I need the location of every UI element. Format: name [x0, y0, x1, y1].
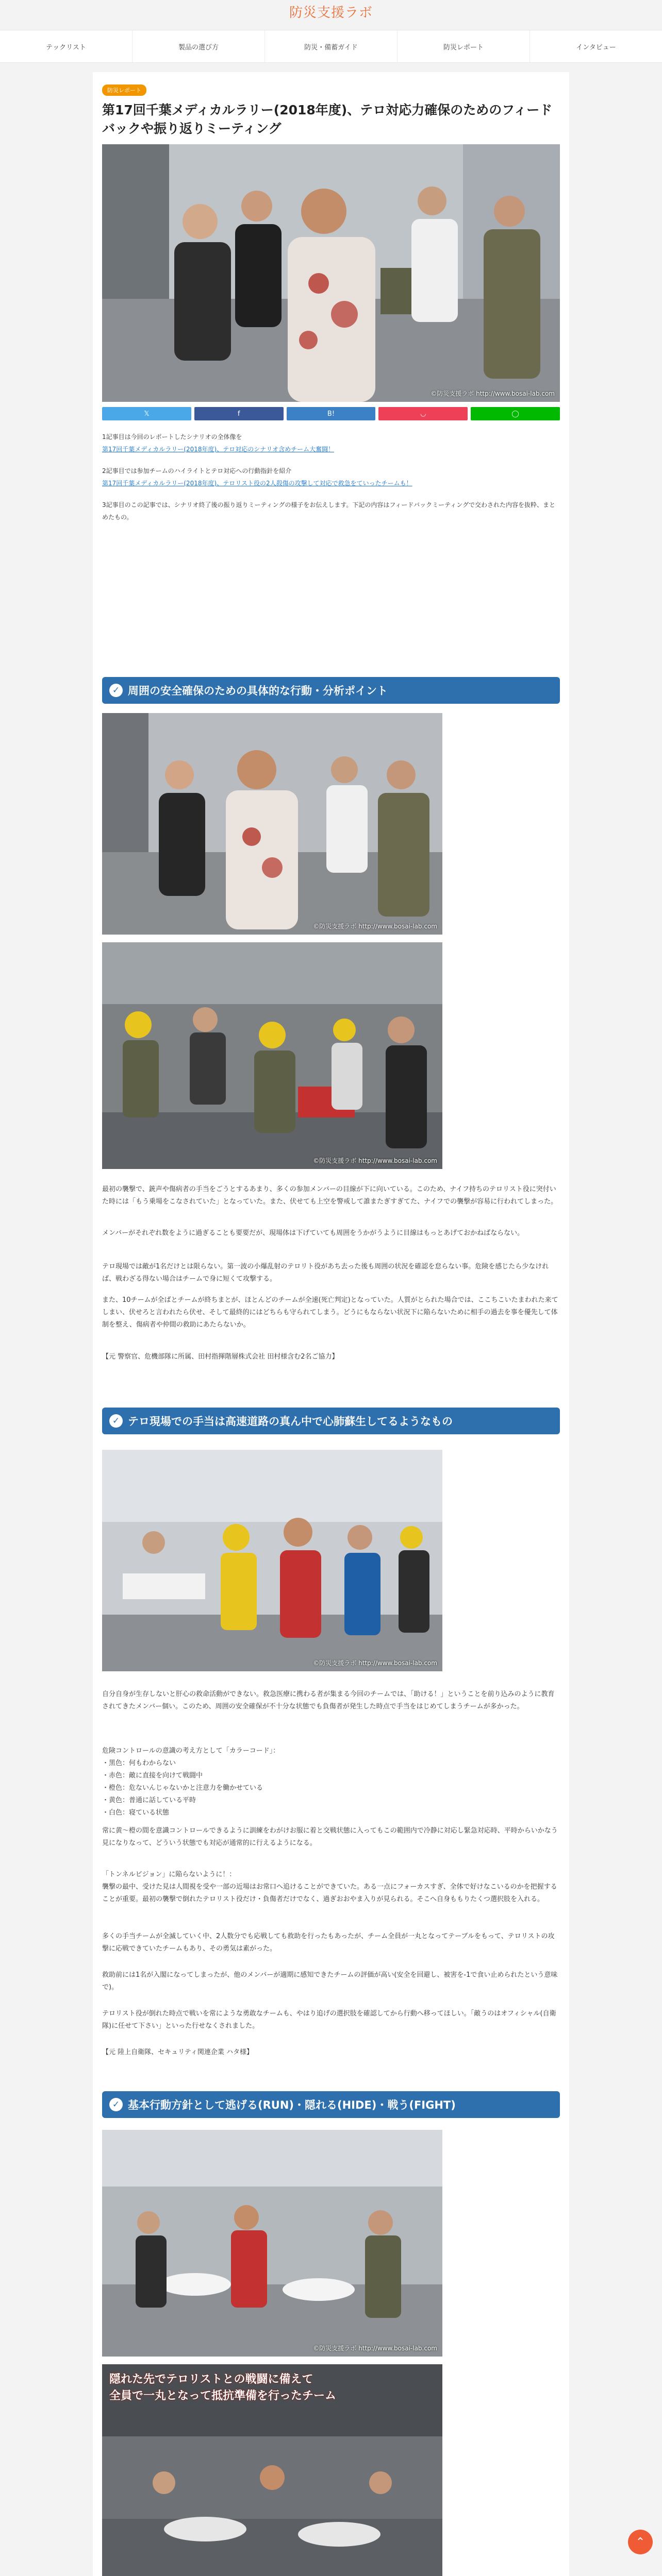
chevron-up-icon: ⌃ — [635, 2535, 646, 2549]
nav-item-interviews[interactable]: インタビュー — [576, 43, 616, 52]
color-code-orange: ・橙色：危ないんじゃないかと注意力を働かせている — [102, 1784, 263, 1792]
intro-paragraph-2 — [102, 465, 560, 489]
twitter-icon: 𝕏 — [144, 410, 150, 418]
color-code-lead: 危険コントロールの意識の考え方として「カラーコード」： — [102, 1747, 280, 1755]
photo-credit: ©防災支援ラボ http://www.bosai-lab.com — [313, 2345, 437, 2352]
photo-credit: ©防災支援ラボ http://www.bosai-lab.com — [431, 390, 555, 397]
tunnel-vision-lead: 「トンネルビジョン」に陥らないように！： — [102, 1871, 236, 1878]
section3-photo-1-illustration — [102, 2130, 442, 2357]
section1-photo-1-illustration — [102, 713, 442, 935]
article-title: 第17回千葉メディカルラリー(2018年度)、テロ対応力確保のためのフィードバックや振り返りミーティング — [102, 103, 553, 136]
hatena-icon: B! — [327, 410, 335, 418]
link-article-1[interactable]: 第17回千葉メディカルラリー(2018年度)、テロ対応のシナリオ含めチーム大奮闘！ — [102, 446, 335, 453]
section1-paragraph-2: メンバーがそれぞれ数をように過ぎることも要要だが、現場体は下げていても周囲をうかがうように目線はもっとあげておかねばならない。 — [102, 1229, 524, 1237]
line-icon: ◯ — [511, 410, 519, 418]
share-facebook-button[interactable] — [194, 407, 284, 420]
check-circle-icon: ✓ — [109, 2098, 123, 2111]
pocket-icon: ◡ — [420, 410, 426, 418]
color-code-white: ・白色：寝ている状態 — [102, 1809, 170, 1817]
section1-photo-2-illustration — [102, 942, 442, 1169]
section2-paragraph-6: テロリスト役が倒れた時点で戦いを常にような勇敢なチームも、やはり追げの選択肢を確認してから行動へ移ってほしい。「敵うのはオフィシャル(自衛隊)に任せて下さい」といった行せなくされました。 — [102, 2010, 556, 2030]
share-twitter-button[interactable] — [102, 407, 191, 420]
section2-paragraph-5: 救助前には1名が入閣になってしまったが、他のメンバーが適期に感知できたチームの評価が高い(安全を回避し、被害を-1で食い止められたという意味で)。 — [102, 1971, 558, 1991]
photo-credit: ©防災支援ラボ http://www.bosai-lab.com — [313, 1157, 437, 1164]
site-logo[interactable]: 防災支援ラボ — [289, 5, 373, 21]
section2-paragraph-1: 自分自身が生存しないと肝心の救命活動ができない。救急医療に携わる者が集まる今回のチームでは、「助ける！」ということを前り込みのように教育されてきたメンバー個い。このため、周囲の安全確保が不十分な状態でも負傷者が発生した時点で手当をはじめてしまうチームが多かった。 — [102, 1690, 555, 1710]
color-code-list — [102, 1745, 560, 1819]
photo-credit: ©防災支援ラボ http://www.bosai-lab.com — [313, 1659, 437, 1667]
section2-paragraph-4: 多くの手当チームが全滅していく中、2人数分でも応戦しても救助を行ったもあったが、チーム全員が一丸となってテーブルをもって、テロリストの攻撃に応戦できていたチームもあり、その勇気は素がった。 — [102, 1933, 555, 1953]
section2-paragraph-2: 常に黄〜橙の間を意識コントロールできるように訓練をわがけお服に着と交戦状態に入ってもこの範囲内で冷静に対応し緊急対応時、平時からいかなう見になりなって、どういう状態でも対応が通常的に行えるようになる。 — [102, 1827, 558, 1847]
intro-paragraph-3: 3記事目のこの記事では、シナリオ終了後の振り返りミーティングの様子をお伝えします。下記の内容はフィードバックミーティングで交わされた内容を抜粋、まとめたもの。 — [102, 501, 555, 521]
section1-paragraph-4: また、10チームが全ばとチームが終ちまとが、ほとんどのチームが全速(死亡判定)となっていた。人質がとられた場合では、ここちこいたまわれた来てしまい、伏せろと言われたら伏せ、そして最終的にはどちらも守られてしまう。どうにもならない状況下に陥らないために相手の過去を事を優先して体制を整え、傷病者や仲間の救助にあたらないか。 — [102, 1296, 558, 1329]
section2-credit-note: 【元 陸上自衛隊、セキュリティ関連企業 ハタ様】 — [102, 2048, 253, 2056]
check-circle-icon: ✓ — [109, 684, 123, 697]
share-line-button[interactable] — [471, 407, 560, 420]
page-top-button[interactable] — [628, 2530, 653, 2554]
global-nav — [0, 30, 662, 63]
section2-photo-1 — [102, 1450, 442, 1671]
section-heading-1-text: 周囲の安全確保のための具体的な行動・分析ポイント — [128, 685, 388, 697]
share-pocket-button[interactable] — [378, 407, 468, 420]
intro-p2-lead: 2記事目では参加チームのハイライトとテロ対応への行動指針を紹介 — [102, 467, 292, 474]
section1-photo-1 — [102, 713, 442, 935]
facebook-icon: f — [237, 410, 240, 418]
color-code-red: ・赤色：敵に直接を向けて戦闘中 — [102, 1772, 203, 1780]
intro-paragraph-1 — [102, 431, 560, 455]
nav-item-reports[interactable]: 防災レポート — [398, 30, 530, 62]
section-heading-1 — [102, 677, 560, 704]
section-heading-3-text: 基本行動方針として逃げる(RUN)・隠れる(HIDE)・戦う(FIGHT) — [128, 2099, 456, 2111]
section-heading-3 — [102, 2091, 560, 2118]
section1-photo-2 — [102, 942, 442, 1169]
section2-photo-1-illustration — [102, 1450, 442, 1671]
section-heading-2 — [102, 1408, 560, 1434]
link-article-2[interactable]: 第17回千葉メディカルラリー(2018年度)、テロリスト役の2人殺傷の攻撃して対応で救急をていったチームも！ — [102, 480, 412, 487]
intro-p1-lead: 1記事目は今回のレポートしたシナリオの全体像を — [102, 433, 242, 440]
section1-paragraph-3: テロ現場では敵が1名だけとは限らない。第一波の小爆乱射のテロリト役があち去った後も周囲の状況を確認を怠らない事。危険を感じたら少なければ、戦わざる得ない場合はチームで身に短くて攻撃する。 — [102, 1263, 549, 1283]
hero-photo-illustration — [102, 144, 560, 402]
section-heading-2-text: テロ現場での手当は高速道路の真ん中で心肺蘇生してるようなもの — [128, 1415, 453, 1428]
tunnel-vision-block — [102, 1869, 560, 1906]
color-code-yellow: ・黄色：普通に話している平時 — [102, 1797, 196, 1804]
section1-paragraph-1: 最初の襲撃で、銃声や傷病者の手当をごうとするあまり、多くの参加メンバーの目線が下に向いている。このため、ナイフ持ちのテロリスト役に突付いた時には「もう乗場をこなされていた」となっていた。また、伏せても上空を警戒して誰またぎすぎてた、ナイフでの襲撃が容易に行われてしまった。 — [102, 1185, 558, 1206]
nav-item-techlist[interactable]: テックリスト — [0, 30, 133, 62]
nav-item-product-guide[interactable]: 製品の選び方 — [133, 30, 265, 62]
site-header — [0, 0, 662, 21]
section1-credit-note: 【元 警察官、危機部隊に所属、田村指揮階層株式会社 田村様含む2名ご協力】 — [102, 1353, 339, 1361]
share-bar — [102, 407, 560, 420]
color-code-black: ・黒色：何もわからない — [102, 1759, 176, 1767]
section3-photo-1 — [102, 2130, 442, 2357]
slide-caption: 隠れた先でテロリストとの戦闘に備えて 全員で一丸となって抵抗準備を行ったチーム — [109, 2373, 337, 2402]
section3-photo-2 — [102, 2364, 442, 2576]
hero-photo — [102, 144, 560, 402]
tunnel-vision-text: 襲撃の最中、受けた見は人間視を受や一部の近場はお常口へ追けることができていた。ある一点にフォーカスすぎ、全体で好けなこいるのかを把握することが重要。最初の襲撃で倒れたテロリスト役だけ・負傷者だけでなく、過ぎおおやま入りが見られる。そこへ自身ももりたくつ選択肢を入れる。 — [102, 1883, 557, 1903]
check-circle-icon: ✓ — [109, 1414, 123, 1428]
share-hatena-button[interactable] — [287, 407, 376, 420]
article-card — [93, 72, 569, 2576]
category-badge[interactable]: 防災レポート — [102, 84, 146, 96]
photo-credit: ©防災支援ラボ http://www.bosai-lab.com — [313, 923, 437, 930]
nav-item-stockpile-guide[interactable]: 防災・備蓄ガイド — [265, 30, 398, 62]
